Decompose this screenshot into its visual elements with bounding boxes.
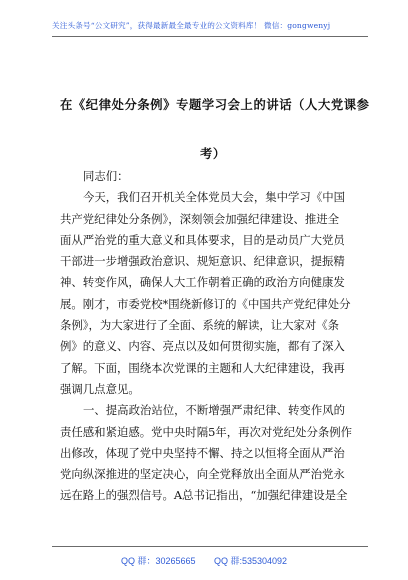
text-line: 远在路上的强烈信号。A总书记指出，“加强纪律建设是全 bbox=[60, 488, 348, 503]
text-line: 干部进一步增强政治意识、规矩意识、纪律意识，提振精 bbox=[60, 254, 345, 269]
header-banner-text: 关注头条号“公文研究”，获得最新最全最专业的公文资料库！ 微信：gongwenyj bbox=[52, 21, 331, 30]
text-line: 展。刚才，市委党校*围绕新修订的《中国共产党纪律处分 bbox=[60, 296, 351, 311]
document-body bbox=[60, 166, 360, 507]
text-line: 条例》，为大家进行了全面、系统的解读，让大家对《条 bbox=[60, 318, 340, 333]
page-header bbox=[0, 0, 408, 50]
text-line: 责任感和紧迫感。党中央时隔5年，再次对党纪处分条例作 bbox=[60, 424, 353, 439]
text-line: 了解。下面，围绕本次党课的主题和人大纪律建设，我再 bbox=[60, 360, 345, 375]
footer-divider bbox=[52, 546, 368, 547]
text-line: 共产党纪律处分条例》，深刻领会加强纪律建设、推进全 bbox=[60, 211, 340, 226]
text-line: 例》的意义、内容、亮点以及如何贯彻实施，都有了深入 bbox=[60, 339, 345, 354]
text-line: 面从严治党的重大意义和具体要求，目的是动员广大党员 bbox=[60, 232, 345, 247]
footer-qq-group-2: QQ 群:535304092 bbox=[214, 556, 288, 566]
title-line: 考） bbox=[200, 146, 226, 161]
text-line: 今天，我们召开机关全体党员大会，集中学习《中国 bbox=[83, 190, 345, 205]
title-line: 在《纪律处分条例》专题学习会上的讲话（人大党课参 bbox=[60, 97, 370, 112]
footer-qq-group-1: QQ 群：30265665 bbox=[120, 556, 196, 566]
footer-contact bbox=[0, 554, 408, 567]
header-divider bbox=[52, 36, 368, 37]
salutation: 同志们： bbox=[83, 169, 129, 183]
text-line: 出修改，体现了党中央坚持不懈、持之以恒将全面从严治 bbox=[60, 445, 345, 460]
text-line: 强调几点意见。 bbox=[60, 381, 140, 396]
paragraph-1 bbox=[60, 187, 360, 400]
text-line: 一、提高政治站位，不断增强严肃纪律、转变作风的 bbox=[83, 403, 345, 418]
document-title bbox=[60, 80, 370, 178]
paragraph-2 bbox=[60, 400, 360, 506]
text-line: 党向纵深推进的坚定决心，向全党释放出全面从严治党永 bbox=[60, 467, 345, 482]
page-footer bbox=[0, 540, 408, 580]
text-line: 神、转变作风，确保人大工作朝着正确的政治方向健康发 bbox=[60, 275, 345, 290]
